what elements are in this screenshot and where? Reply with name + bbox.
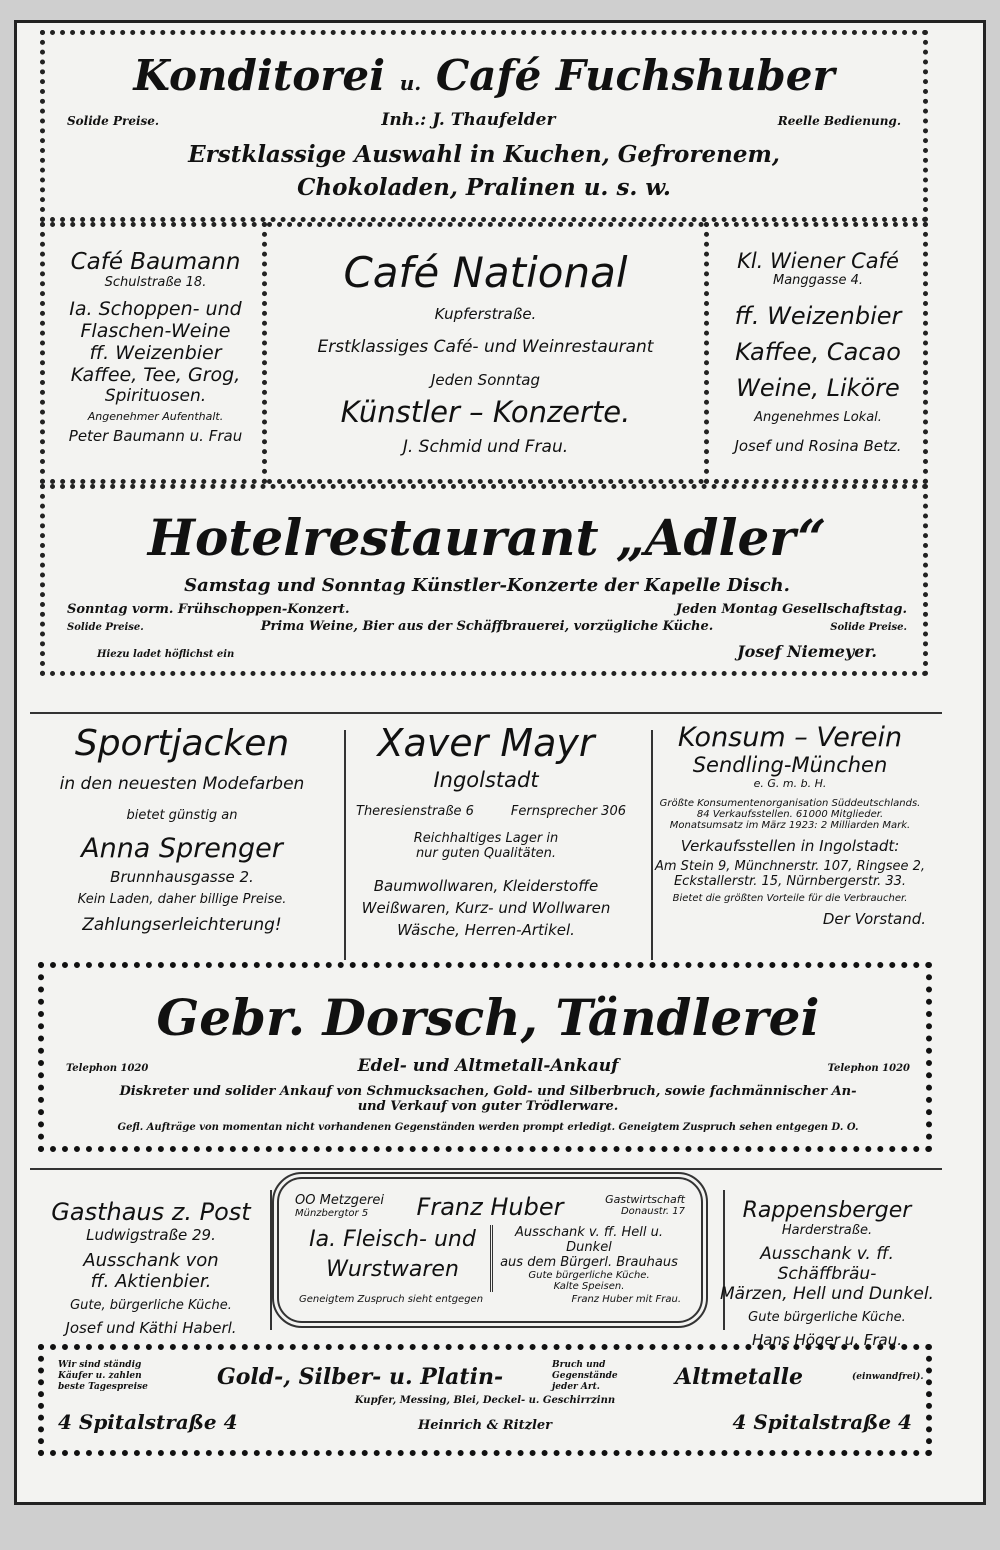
legal-form: e. G. m. b. H. [753, 777, 827, 790]
line-2: nur guten Qualitäten. [415, 846, 557, 861]
line-2: Jeden Sonntag [431, 371, 540, 389]
address: Brunnhausgasse 2. [110, 868, 254, 886]
ad-hotelrestaurant-adler [40, 484, 928, 676]
address-row [58, 1410, 912, 1434]
line-1: in den neuesten Modefarben [59, 774, 305, 794]
ad-title: Gasthaus z. Post [51, 1198, 251, 1226]
line-2-left: Sonntag vorm. Frühschoppen-Konzert. [67, 602, 350, 617]
ad-title: Café Baumann [70, 249, 241, 275]
offer-line-1: Erstklassige Auswahl in Kuchen, Gefrorenem, [188, 141, 780, 168]
line-1: Reichhaltiges Lager in [413, 831, 559, 846]
line-1: Samstag und Sonntag Künstler-Konzerte der Kapelle Disch. [184, 575, 790, 596]
ad-franz-huber [272, 1172, 708, 1328]
line-5: Spirituosen. [104, 386, 207, 406]
address: Ludwigstraße 29. [86, 1226, 216, 1244]
line-4: Kaffee, Tee, Grog, [70, 364, 241, 386]
line-3-right: Solide Preise. [830, 622, 907, 633]
line-3: Monatsumsatz im März 1923: 2 Milliarden Mark. [669, 820, 911, 831]
line-4: Zahlungserleichterung! [82, 915, 282, 935]
ad-title [45, 49, 923, 110]
ad-title: Konsum – Verein [677, 722, 903, 753]
line-3 [67, 619, 907, 634]
merchant-name: Anna Sprenger [81, 833, 283, 864]
ad-title: Sportjacken [74, 723, 290, 764]
line-3: Gefl. Aufträge von momentan nicht vorhandenen Gegenständen werden prompt erledigt. Geneigtem Zuspruch sehen entgegen D. O. [117, 1122, 859, 1133]
address-right: 4 Spitalstraße 4 [732, 1410, 912, 1434]
title-part-a: Konditorei [133, 51, 386, 100]
footer-row [295, 1294, 685, 1305]
city: Ingolstadt [433, 768, 539, 792]
line-3: ff. Weizenbier [89, 342, 222, 364]
main-line: Gold-, Silber- u. Platin- [216, 1363, 504, 1390]
title-conjunction: u. [399, 71, 422, 95]
phone-left: Telephon 1020 [66, 1063, 149, 1074]
line-2: Märzen, Hell und Dunkel. [720, 1284, 934, 1304]
line-1: Größte Konsumentenorganisation Süddeutschlands. [659, 798, 921, 809]
right-note: Reelle Bedienung. [777, 114, 901, 128]
ad-cafe-national [267, 222, 704, 484]
line-1: Ausschank von [83, 1250, 219, 1271]
line-3: Baumwollwaren, Kleiderstoffe [373, 877, 599, 895]
left-line-1: Ia. Fleisch- und [309, 1227, 476, 1252]
body-left [295, 1225, 493, 1292]
merchant-name: Franz Huber [416, 1193, 564, 1221]
merchant-name: Heinrich & Ritzler [417, 1418, 553, 1433]
header-row [295, 1193, 685, 1221]
body-right [493, 1225, 685, 1292]
ad-title: Xaver Mayr [377, 721, 595, 765]
title-part-b: Café Fuchshuber [435, 51, 835, 100]
ad-title: Rappensberger [742, 1198, 912, 1223]
line-4: Verkaufsstellen in Ingolstadt: [680, 837, 900, 855]
ad-rappensberger [712, 1170, 942, 1349]
ad-title: Café National [343, 248, 628, 297]
header-right [575, 1193, 685, 1217]
line-2: bietet günstig an [126, 808, 238, 823]
left-line-2: Wurstwaren [326, 1257, 459, 1282]
ad-konsum-verein [640, 700, 940, 950]
line-4 [67, 642, 907, 661]
main-row [58, 1360, 924, 1393]
line-2: und Verkauf von guter Trödlerware. [357, 1099, 619, 1114]
line-1: Ausschank v. ff. Schäffbräu- [760, 1244, 894, 1284]
body-row [295, 1225, 685, 1292]
right-line-2: aus dem Bürgerl. Brauhaus [500, 1255, 678, 1270]
right-note: (einwandfrei). [851, 1371, 924, 1382]
owner: Peter Baumann u. Frau [68, 427, 243, 445]
ad-xaver-mayr [336, 700, 636, 950]
ad-sportjacken-sprenger [32, 700, 332, 950]
subtitle: Sendling-München [692, 753, 888, 777]
ad-title: Gebr. Dorsch, Tändlerei [156, 988, 820, 1047]
phone-line [66, 1056, 910, 1076]
signature: Der Vorstand. [822, 910, 926, 928]
line-1: ff. Weizenbier [734, 302, 902, 330]
phone: Fernsprecher 306 [510, 804, 626, 819]
owner: Josef und Rosina Betz. [734, 437, 902, 455]
address: Harderstraße. [781, 1223, 873, 1238]
street: Theresienstraße 6 [356, 804, 474, 819]
line-6: Angenehmer Aufenthalt. [87, 410, 224, 423]
center-line: Edel- und Altmetall-Ankauf [357, 1056, 619, 1076]
right-line-1: Ausschank v. ff. Hell u. Dunkel [515, 1225, 663, 1255]
line-4: Weißwaren, Kurz- und Wollwaren [361, 899, 611, 917]
address-left: 4 Spitalstraße 4 [58, 1410, 238, 1434]
ad-title: Kl. Wiener Café [737, 249, 899, 273]
left-address: Münzbergtor 5 [295, 1208, 369, 1219]
ad-kl-wiener-cafe [704, 222, 928, 484]
contact-line [336, 804, 636, 819]
middle-note: Bruch und Gegenstände jeder Art. [552, 1360, 618, 1392]
line-1: Erstklassiges Café- und Weinrestaurant [317, 337, 654, 357]
line-3: Kein Laden, daher billige Preise. [77, 892, 287, 907]
ad-cafe-baumann [40, 222, 267, 484]
line-5: Wäsche, Herren-Artikel. [397, 921, 575, 939]
line-1: Diskreter und solider Ankauf von Schmucksachen, Gold- und Silberbruch, sowie fachmännischer An- [119, 1084, 857, 1099]
left-top: OO Metzgerei [295, 1193, 384, 1208]
right-line-4: Kalte Speisen. [553, 1281, 625, 1292]
invitation: Hiezu ladet höflichst ein [97, 649, 235, 660]
line-1: Ia. Schoppen- und [69, 298, 242, 320]
line-2: Flaschen-Weine [80, 320, 231, 342]
ad-konditorei-fuchshuber [40, 30, 928, 222]
line-2: Kaffee, Cacao [735, 338, 901, 366]
line-3: Künstler – Konzerte. [340, 395, 631, 429]
ad-gasthaus-post [32, 1170, 270, 1337]
left-note: Wir sind ständig Käufer u. zahlen beste Tagespreise [58, 1360, 148, 1392]
owner: Inh.: J. Thaufelder [381, 110, 556, 130]
owner: Josef und Käthi Haberl. [65, 1319, 237, 1337]
address: Kupferstraße. [434, 305, 537, 323]
offer-line-2: Chokoladen, Pralinen u. s. w. [297, 174, 671, 201]
right-top: Gastwirtschaft [605, 1193, 685, 1206]
main-line-2: Altmetalle [675, 1363, 803, 1390]
line-4: Angenehmes Lokal. [754, 410, 882, 425]
line-6: Eckstallerstr. 15, Nürnbergerstr. 33. [673, 874, 907, 889]
ad-title: Hotelrestaurant „Adler“ [147, 508, 827, 567]
ad-gebr-dorsch [38, 962, 932, 1152]
right-line-3: Gute bürgerliche Küche. [528, 1270, 650, 1281]
line-7: Bietet die größten Vorteile für die Verbraucher. [672, 893, 908, 904]
address: Schulstraße 18. [104, 275, 207, 290]
line-3-left: Solide Preise. [67, 622, 144, 633]
ad-heinrich-ritzler [38, 1344, 932, 1456]
owner: Josef Niemeyer. [737, 642, 877, 661]
ad-subline [45, 110, 923, 130]
line-3-center: Prima Weine, Bier aus der Schäffbrauerei, vorzügliche Küche. [260, 619, 714, 634]
line-2: ff. Aktienbier. [90, 1271, 212, 1292]
owner: J. Schmid und Frau. [402, 437, 569, 457]
line-3: Gute bürgerliche Küche. [748, 1310, 906, 1325]
line-2 [67, 602, 907, 617]
address: Manggasse 4. [773, 273, 863, 288]
line-2-right: Jeden Montag Gesellschaftstag. [675, 602, 907, 617]
line-3: Weine, Liköre [736, 374, 900, 402]
line-5: Am Stein 9, Münchnerstr. 107, Ringsee 2, [654, 859, 926, 874]
footer-left: Geneigtem Zuspruch sieht entgegen [299, 1294, 484, 1305]
left-note: Solide Preise. [67, 114, 160, 128]
footer-right: Franz Huber mit Frau. [571, 1294, 681, 1305]
line-2: 84 Verkaufsstellen. 61000 Mitglieder. [696, 809, 884, 820]
phone-right: Telephon 1020 [827, 1063, 910, 1074]
line-3: Gute, bürgerliche Küche. [70, 1298, 232, 1313]
owner: Hans Höger u. Frau. [751, 1331, 902, 1349]
materials-line: Kupfer, Messing, Blei, Deckel- u. Geschirrzinn [354, 1395, 616, 1406]
right-address: Donaustr. 17 [620, 1206, 685, 1217]
header-left [295, 1193, 405, 1219]
